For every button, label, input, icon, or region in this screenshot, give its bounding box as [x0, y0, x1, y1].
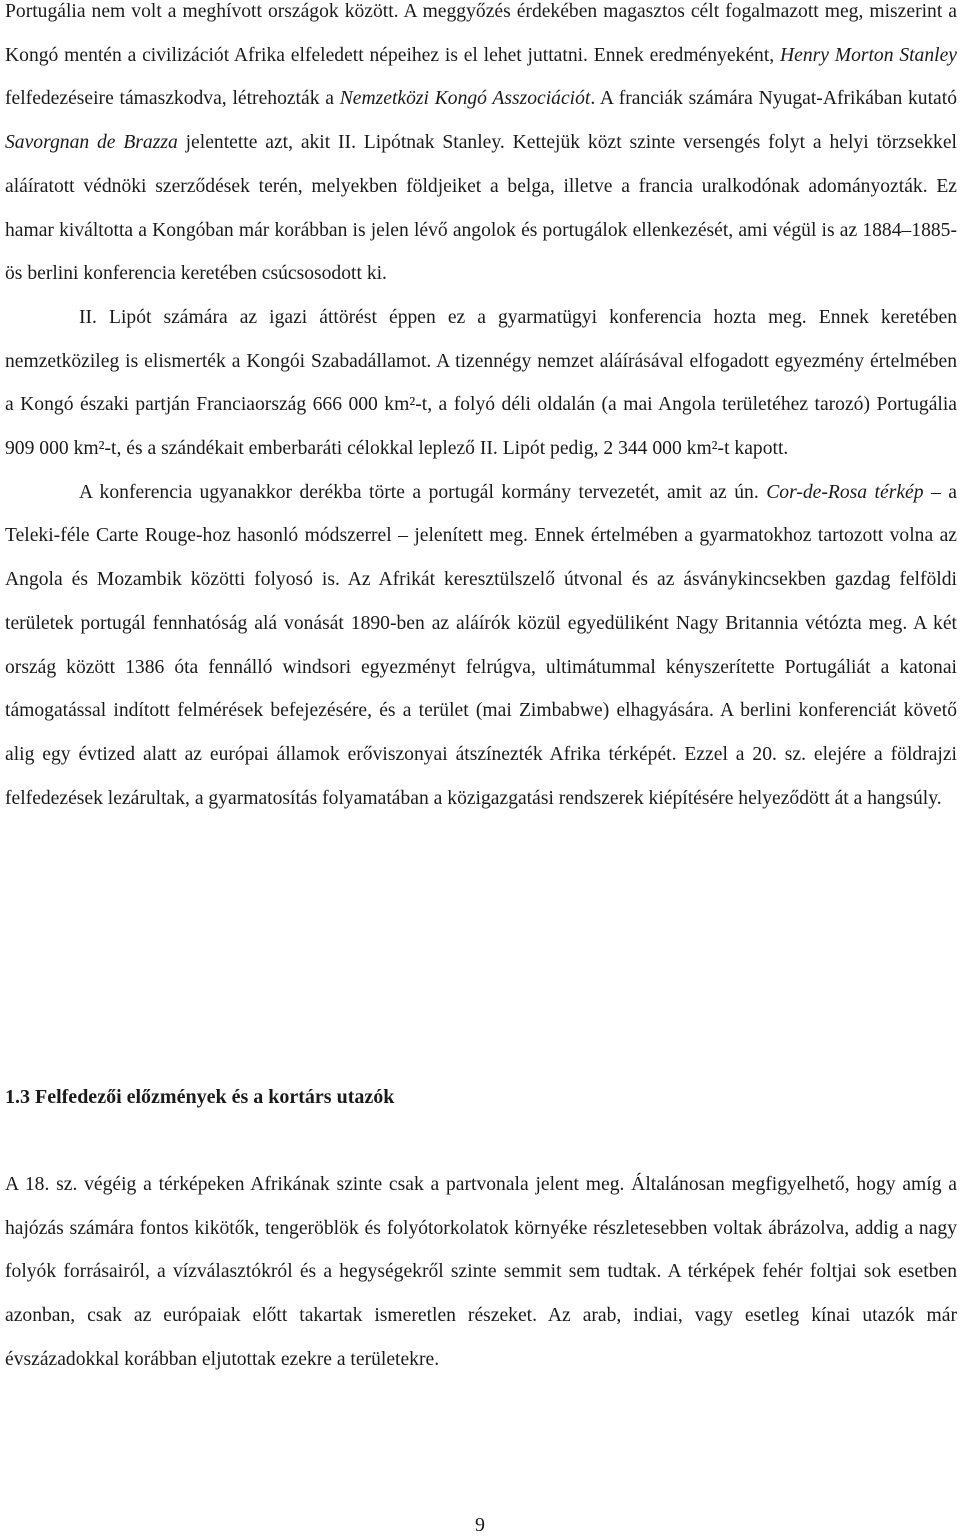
- paragraph-1: [5, 0, 957, 296]
- text-run: Portugália nem volt a meghívott országok között. A meggyőzés érdekében magasztos célt fogalmazott meg, miszerint a Kongó mentén a civilizációt Afrika elfeledett népeihez is el lehet juttatni. Ennek eredményeként,: [5, 1, 957, 66]
- paragraph-3: [5, 471, 957, 821]
- italic-text-run: Savorgnan de Brazza: [5, 132, 178, 154]
- italic-text-run: Cor-de-Rosa térkép: [766, 481, 924, 503]
- italic-text-run: Henry Morton Stanley: [779, 44, 957, 66]
- section-body: [5, 1163, 957, 1382]
- paragraph-4: [5, 1163, 957, 1382]
- text-run: felfedezéseire támaszkodva, létrehozták a: [5, 88, 340, 110]
- text-run: . A franciák számára Nyugat-Afrikában kutató: [590, 88, 957, 110]
- page-number: 9: [475, 1514, 485, 1536]
- document-page: [5, 0, 957, 1370]
- text-run: A konferencia ugyanakkor derékba törte a portugál kormány tervezetét, amit az ún.: [79, 481, 767, 503]
- italic-text-run: Nemzetközi Kongó Asszociációt: [339, 88, 591, 110]
- text-run: A 18. sz. végéig a térképeken Afrikának szinte csak a partvonala jelent meg. Általánosan megfigyelhető, hogy amíg a hajózás számára fontos kikötők, tengeröblök és folyótorkolatok környéke részletesebben voltak ábrázolva, addig a nagy folyók forrásairól, a vízválasztókról és a hegységekről szinte semmit sem tudtak. A térképek fehér foltjai sok esetben azonban, csak az európaiak előtt takartak ismeretlen részeket. Az arab, indiai, vagy esetleg kínai utazók már évszázadokkal korábban eljutottak ezekre a területekre.: [5, 1174, 957, 1370]
- section-heading: 1.3 Felfedezői előzmények és a kortárs utazók: [5, 1086, 395, 1108]
- text-run: jelentette azt, akit II. Lipótnak Stanley. Kettejük közt szinte versengés folyt a helyi törzsekkel aláíratott védnöki szerződések terén, melyekben földjeiket a belga, illetve a francia uralkodónak adományozták. Ez hamar kiváltotta a Kongóban már korábban is jelen lévő angolok és portugálok ellenkezését, ami végül is az 1884–1885-ös berlini konferencia keretében csúcsosodott ki.: [5, 132, 957, 285]
- text-run: II. Lipót számára az igazi áttörést éppen ez a gyarmatügyi konferencia hozta meg. Ennek keretében nemzetközileg is elismerték a Kongói Szabadállamot. A tizennégy nemzet aláírásával elfogadott egyezmény értelmében a Kongó északi partján Franciaország 666 000 km²-t, a folyó déli oldalán (a mai Angola területéhez tarozó) Portugália 909 000 km²-t, és a szándékait emberbaráti célokkal leplező II. Lipót pedig, 2 344 000 km²-t kapott.: [5, 306, 957, 460]
- text-run: – a Teleki-féle Carte Rouge-hoz hasonló módszerrel – jelenített meg. Ennek értelmében a gyarmatokhoz tartozott volna az Angola és Mozambik közötti folyosó is. Az Afrikát keresztülszelő útvonal és az ásványkincsekben gazdag felföldi területek portugál fennhatóság alá vonását 1890-ben az aláírók közül egyedüliként Nagy Britannia vétózta meg. A két ország között 1386 óta fennálló windsori egyezményt felrúgva, ultimátummal kényszerítette Portugáliát a katonai támogatással indított felmérések befejezésére, és a terület (mai Zimbabwe) elhagyására. A berlini konferenciát követő alig egy évtized alatt az európai államok erőviszonyai átszínezték Afrika térképét. Ezzel a 20. sz. elejére a földrajzi felfedezések lezárultak, a gyarmatosítás folyamatában a közigazgatási rendszerek kiépítésére helyeződött át a hangsúly.: [5, 481, 957, 809]
- paragraph-2: [5, 296, 957, 471]
